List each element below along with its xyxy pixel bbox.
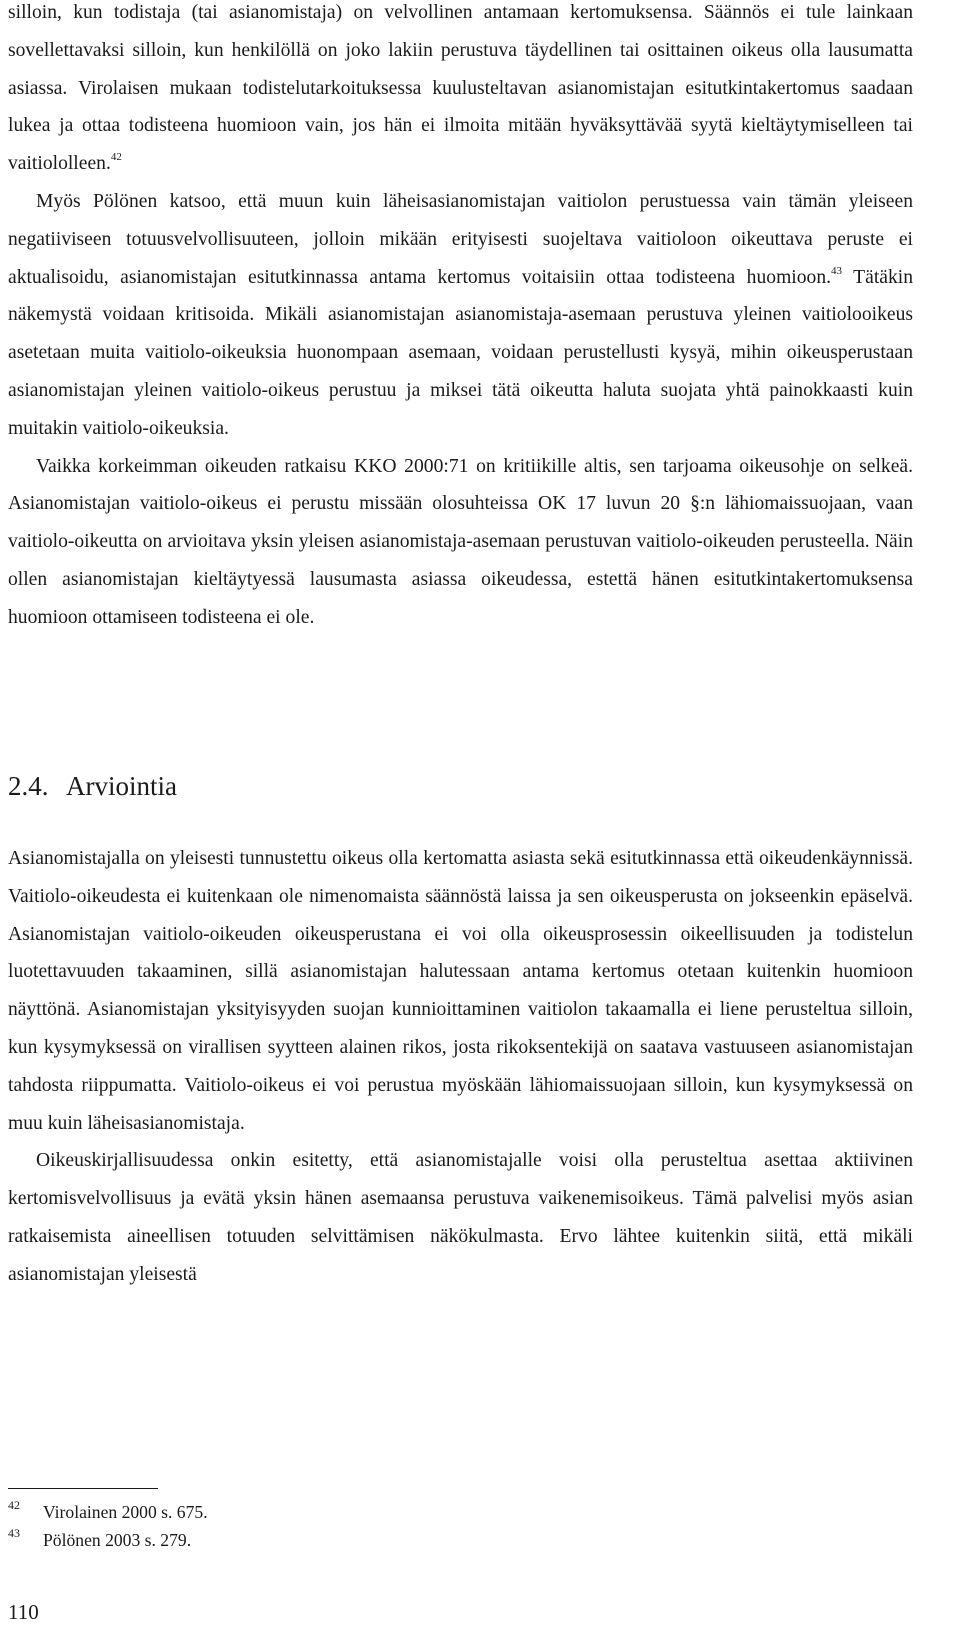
text-block-top	[8, 0, 913, 637]
footnote-text: Pölönen 2003 s. 279.	[43, 1530, 192, 1550]
footnote-reference[interactable]: 43	[831, 264, 843, 277]
section-number: 2.4.	[8, 771, 49, 801]
footnote-separator	[8, 1488, 158, 1489]
paragraph: Myös Pölönen katsoo, että muun kuin läheisasianomistajan vaitiolon perustuessa vain tämän yleiseen negatiiviseen totuusvelvollisuuteen, jolloin mikään erityisesti suojeltava vaitioloon oikeuttava peruste ei aktualisoidu, asianomistajan esitutkinnassa antama kertomus voitaisiin ottaa todisteena huomioon.$^{43}$ Tätäkin näkemystä voidaan kritisoida. Mikäli asianomistajan asianomistaja-asemaan perustuva yleinen vaitiolooikeus asetetaan muita vaitiolo-oikeuksia huonompaan asemaan, voidaan perustellusti kysyä, mihin oikeusperustaan asianomistajan yleinen vaitiolo-oikeus perustuu ja miksei tätä oikeutta haluta suojata yhtä painokkaasti kuin muitakin vaitiolo-oikeuksia.	[8, 190, 913, 439]
paragraph: Vaikka korkeimman oikeuden ratkaisu KKO 2000:71 on kritiikille altis, sen tarjoama oikeusohje on selkeä. Asianomistajan vaitiolo-oikeus ei perustu missään olosuhteissa OK 17 luvun 20 §:n lähiomaissuojaan, vaan vaitiolo-oikeutta on arvioitava yksin yleisen asianomistaja-asemaan perustuvan vaitiolo-oikeuden perusteella. Näin ollen asianomistajan kieltäytyessä lausumasta asiassa oikeudessa, estettä hänen esitutkintakertomuksensa huomioon ottamiseen todisteena ei ole.	[8, 455, 913, 628]
footnote	[8, 1526, 908, 1554]
paragraph: Asianomistajalla on yleisesti tunnustettu oikeus olla kertomatta asiasta sekä esitutkinnassa että oikeudenkäynnissä. Vaitiolo-oikeudesta ei kuitenkaan ole nimenomaista säännöstä laissa ja sen oikeusperusta on jokseenkin epäselvä. Asianomistajan vaitiolo-oikeuden oikeusperustana ei voi olla oikeusprosessin oikeellisuuden ja todistelun luotettavuuden takaaminen, sillä asianomistajan halutessaan antama kertomus otetaan kuitenkin huomioon näyttönä. Asianomistajan yksityisyyden suojan kunnioittaminen vaitiolon takaamalla ei liene perusteltua silloin, kun kysymyksessä on virallisen syytteen alainen rikos, josta rikoksentekijä on saatava vastuuseen asianomistajan tahdosta riippumatta. Vaitiolo-oikeus ei voi perustua myöskään lähiomaissuojaan silloin, kun kysymyksessä on muu kuin läheisasianomistaja.	[8, 848, 913, 1134]
footnotes	[8, 1498, 908, 1554]
footnote-number: 43	[8, 1526, 20, 1540]
footnote-text: Virolainen 2000 s. 675.	[43, 1502, 208, 1522]
paragraph: silloin, kun todistaja (tai asianomistaja) on velvollinen antamaan kertomuksensa. Säännös ei tule lainkaan sovellettavaksi silloin, kun henkilöllä on joko lakiin perustuva täydellinen tai osittainen oikeus olla lausumatta asiassa. Virolaisen mukaan todistelutarkoituksessa kuulusteltavan asianomistajan esitutkintakertomus saadaan lukea ja ottaa todisteena huomioon vain, jos hän ei ilmoita mitään hyväksyttävää syytä kieltäytymiselleen tai vaitiololleen.$^{42}$	[8, 2, 913, 175]
footnote-reference[interactable]: 42	[110, 151, 122, 164]
page-number: 110	[8, 1600, 39, 1624]
section-heading	[8, 766, 177, 806]
footnote-number: 42	[8, 1498, 20, 1512]
paragraph: Oikeuskirjallisuudessa onkin esitetty, että asianomistajalle voisi olla perusteltua asettaa aktiivinen kertomisvelvollisuus ja evätä yksin hänen asemaansa perustuva vaikenemisoikeus. Tämä palvelisi myös asian ratkaisemista aineellisen totuuden selvittämisen näkökulmasta. Ervo lähtee kuitenkin siitä, että mikäli asianomistajan yleisestä	[8, 1150, 913, 1285]
section-title: Arviointia	[66, 771, 177, 801]
footnote	[8, 1498, 908, 1526]
text-block-bottom	[8, 840, 913, 1294]
